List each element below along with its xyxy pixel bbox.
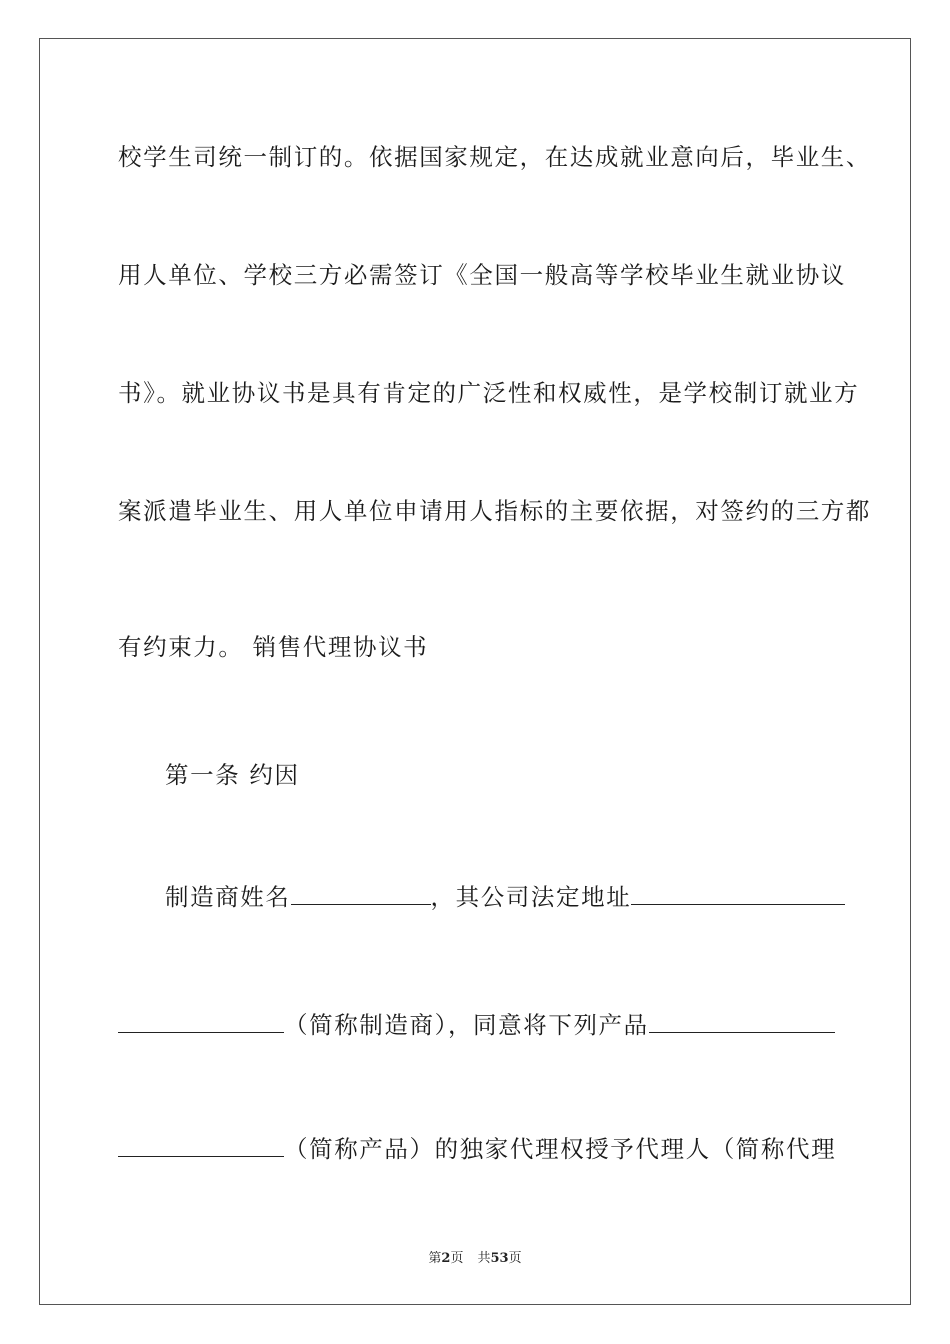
product-blank (649, 1010, 835, 1033)
body-line-5: 有约束力。 销售代理协议书 (118, 633, 429, 661)
page-number: 2 (441, 1251, 451, 1266)
abbrev-manufacturer-text: （简称制造商），同意将下列产品 (284, 1011, 649, 1039)
manufacturer-name-label: 制造商姓名 (165, 883, 291, 911)
total-prefix: 共 (477, 1251, 491, 1266)
clause-line-2 (118, 1010, 838, 1040)
article-heading: 第一条 约因 (165, 761, 300, 789)
page-footer (0, 1247, 950, 1266)
total-suffix: 页 (508, 1251, 522, 1266)
address-continuation-blank (118, 1010, 284, 1033)
address-blank (631, 882, 845, 905)
body-line-1: 校学生司统一制订的。依据国家规定，在达成就业意向后，毕业生、 (118, 143, 871, 171)
page-border (39, 38, 911, 1305)
body-line-3: 书》。就业协议书是具有肯定的广泛性和权威性，是学校制订就业方 (118, 379, 860, 407)
clause-line-1 (165, 882, 835, 912)
page-suffix: 页 (450, 1251, 464, 1266)
page-prefix: 第 (428, 1251, 442, 1266)
clause-line-3 (118, 1134, 838, 1164)
manufacturer-name-blank (291, 882, 431, 905)
product-continuation-blank (118, 1134, 284, 1157)
abbrev-product-text: （简称产品）的独家代理权授予代理人（简称代理 (284, 1135, 837, 1163)
address-label: ，其公司法定地址 (430, 883, 632, 911)
body-line-2: 用人单位、学校三方必需签订《全国一般高等学校毕业生就业协议 (118, 261, 846, 289)
total-pages: 53 (490, 1251, 509, 1266)
body-line-4: 案派遣毕业生、用人单位申请用人指标的主要依据，对签约的三方都 (118, 497, 871, 525)
